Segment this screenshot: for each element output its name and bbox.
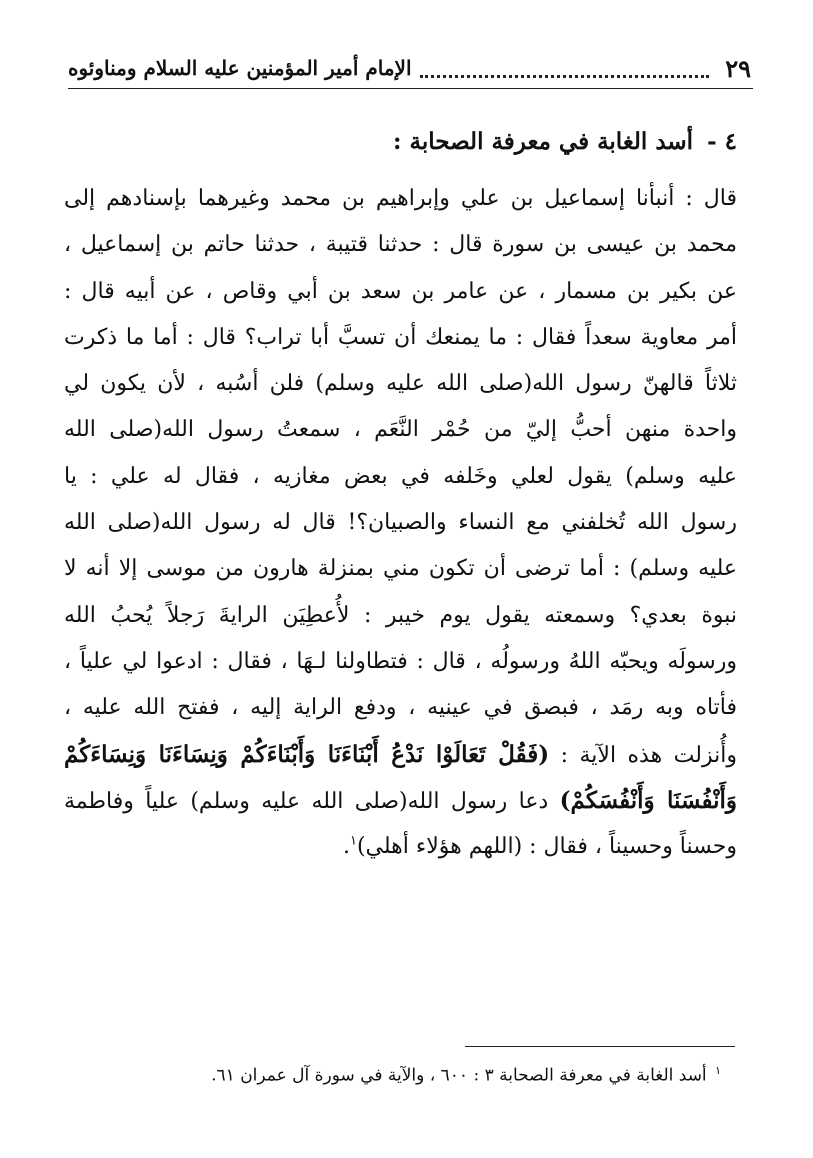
text-line: واحدة منهن أحبُّ إليّ من حُمْر النَّعَم ، سمعتُ رسول الله(صلى الله — [64, 417, 737, 443]
text-line — [64, 732, 737, 778]
section-heading — [68, 128, 737, 155]
footnote-reference: ١ — [349, 833, 357, 849]
page-number: ٢٩ — [725, 53, 751, 83]
footnote-rule — [465, 1046, 735, 1047]
section-title: أسد الغابة في معرفة الصحابة : — [393, 128, 694, 155]
footnote-marker: ١ — [715, 1064, 721, 1077]
line-text: وحسناً وحسيناً ، فقال : (اللهم هؤلاء أهلي) — [356, 834, 737, 860]
footnote-text: أسد الغابة في معرفة الصحابة ٣ : ٦٠٠ ، والآية في سورة آل عمران ٦١. — [211, 1065, 707, 1086]
footnote — [68, 1064, 721, 1086]
header-rule — [68, 88, 753, 89]
header-dot-leader — [420, 75, 710, 78]
text-line: رسول الله تُخلفني مع النساء والصبيان؟! قال له رسول الله(صلى الله — [64, 510, 737, 536]
line-end: . — [342, 834, 350, 860]
text-line: ثلاثاً قالهنّ رسول الله(صلى الله عليه وسلم) فلن أسُبه ، لأن يكون لي — [64, 371, 737, 397]
body-text — [64, 176, 737, 870]
text-line: عن بكير بن مسمار ، عن عامر بن سعد بن أبي وقاص ، عن أبيه قال : — [64, 278, 737, 304]
quran-verse: (فَقُلْ تَعَالَوْا نَدْعُ أَبْنَاءَنَا وَأَبْنَاءَكُمْ وَنِسَاءَنَا وَنِسَاءَكُمْ — [64, 740, 550, 768]
text-line — [64, 778, 737, 824]
text-line: نبوة بعدي؟ وسمعته يقول يوم خيبر : لأُعطِيَن الرايةَ رَجلاً يُحبُ الله — [64, 602, 737, 628]
quran-verse: وَأَنْفُسَنَا وَأَنْفُسَكُمْ) — [559, 786, 737, 814]
text-line — [64, 824, 737, 870]
text-line: فأتاه وبه رمَد ، فبصق في عينيه ، ودفع الراية إليه ، ففتح الله عليه ، — [64, 695, 737, 721]
text-line: أمر معاوية سعداً فقال : ما يمنعك أن تسبَّ أبا تراب؟ قال : أما ما ذكرت — [64, 324, 737, 350]
line-text: دعا رسول الله(صلى الله عليه وسلم) علياً وفاطمة — [64, 788, 560, 814]
text-line: عليه وسلم) : أما ترضى أن تكون مني بمنزلة هارون من موسى إلا أنه لا — [64, 556, 737, 582]
text-line: محمد بن عيسى بن سورة قال : حدثنا قتيبة ، حدثنا حاتم بن إسماعيل ، — [64, 232, 737, 258]
text-line: ورسولَه ويحبّه اللهُ ورسولُه ، قال : فتطاولنا لـهَا ، فقال : ادعوا لي علياً ، — [64, 648, 737, 674]
text-line: عليه وسلم) يقول لعلي وخَلفه في بعض مغازيه ، فقال له علي : يا — [64, 463, 737, 489]
header-title: الإمام أمير المؤمنين عليه السلام ومناوئوه — [68, 56, 412, 80]
text-line: قال : أنبأنا إسماعيل بن علي وإبراهيم بن محمد وغيرهما بإسنادهم إلى — [64, 186, 737, 211]
line-text: وأُنزلت هذه الآية : — [549, 742, 737, 768]
section-number: ٤ - — [707, 128, 737, 155]
running-header — [68, 48, 751, 88]
